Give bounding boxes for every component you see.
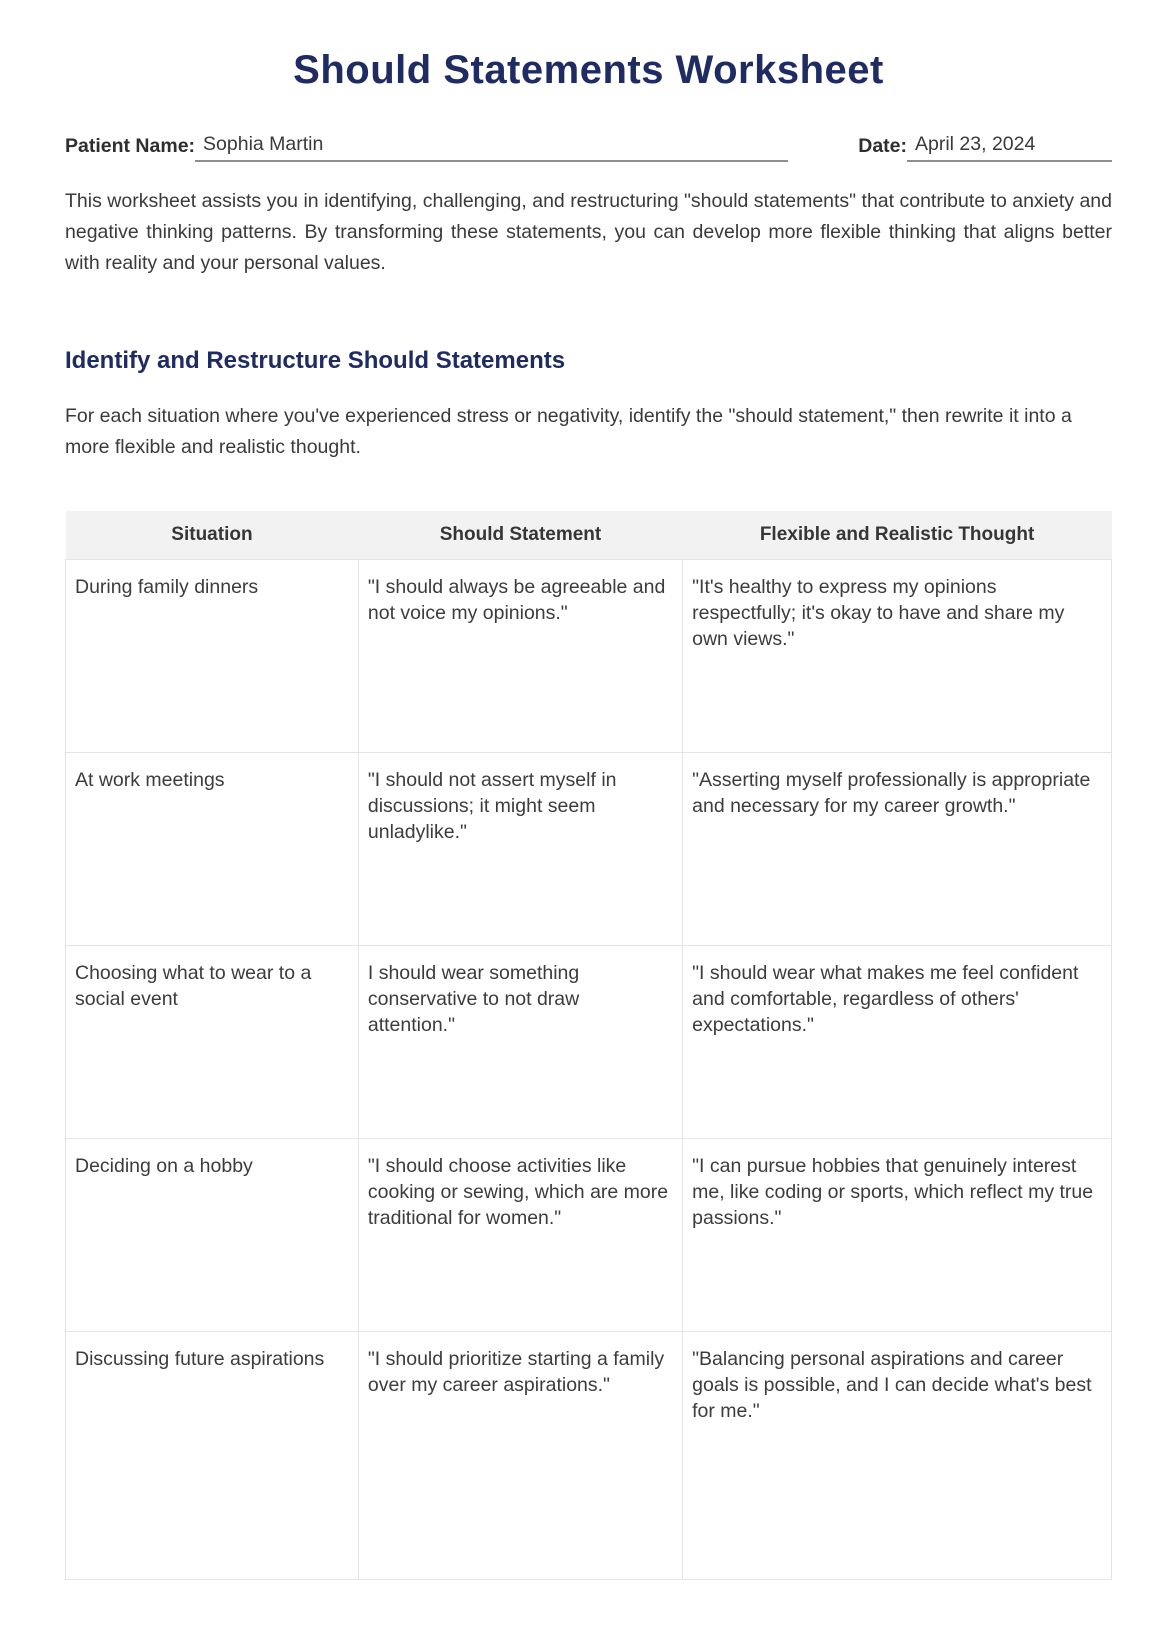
should-statements-table — [65, 511, 1112, 1580]
situation-cell: During family dinners — [66, 560, 359, 753]
section-heading: Identify and Restructure Should Statements — [65, 347, 566, 374]
table-row — [66, 946, 1112, 1139]
page-title: Should Statements Worksheet — [293, 48, 884, 92]
situation-cell: Deciding on a hobby — [66, 1139, 359, 1332]
situation-cell: At work meetings — [66, 753, 359, 946]
section-instructions: For each situation where you've experienced stress or negativity, identify the "should statement," then rewrite it into a more flexible and realistic thought. — [65, 405, 1072, 458]
flexible-thought-cell: "Balancing personal aspirations and career goals is possible, and I can decide what's best for me." — [683, 1332, 1112, 1580]
table-row — [66, 560, 1112, 753]
should-statement-cell: "I should not assert myself in discussions; it might seem unladylike." — [358, 753, 682, 946]
column-header-flexible-thought: Flexible and Realistic Thought — [683, 511, 1112, 560]
column-header-should-statement: Should Statement — [358, 511, 682, 560]
situation-cell: Discussing future aspirations — [66, 1332, 359, 1580]
patient-date-row — [65, 133, 1112, 162]
should-statement-cell: "I should always be agreeable and not voice my opinions." — [358, 560, 682, 753]
table-row — [66, 1139, 1112, 1332]
flexible-thought-cell: "I should wear what makes me feel confident and comfortable, regardless of others' expectations." — [683, 946, 1112, 1139]
should-statement-cell: "I should prioritize starting a family over my career aspirations." — [358, 1332, 682, 1580]
table-header-row — [66, 511, 1112, 560]
flexible-thought-cell: "I can pursue hobbies that genuinely interest me, like coding or sports, which reflect my true passions." — [683, 1139, 1112, 1332]
intro-paragraph: This worksheet assists you in identifying, challenging, and restructuring "should statements" that contribute to anxiety and negative thinking patterns. By transforming these statements, you can develop more flexible thinking that aligns better with reality and your personal values. — [65, 190, 1112, 274]
date-field: April 23, 2024 — [907, 133, 1112, 162]
patient-name-label: Patient Name: — [65, 135, 196, 157]
table-row — [66, 1332, 1112, 1580]
should-statement-cell: "I should choose activities like cooking or sewing, which are more traditional for women." — [358, 1139, 682, 1332]
table-row — [66, 753, 1112, 946]
situation-cell: Choosing what to wear to a social event — [66, 946, 359, 1139]
date-label: Date: — [858, 135, 907, 157]
column-header-situation: Situation — [66, 511, 359, 560]
flexible-thought-cell: "Asserting myself professionally is appropriate and necessary for my career growth." — [683, 753, 1112, 946]
should-statement-cell: I should wear something conservative to not draw attention." — [358, 946, 682, 1139]
patient-name-field: Sophia Martin — [195, 133, 788, 162]
flexible-thought-cell: "It's healthy to express my opinions respectfully; it's okay to have and share my own views." — [683, 560, 1112, 753]
